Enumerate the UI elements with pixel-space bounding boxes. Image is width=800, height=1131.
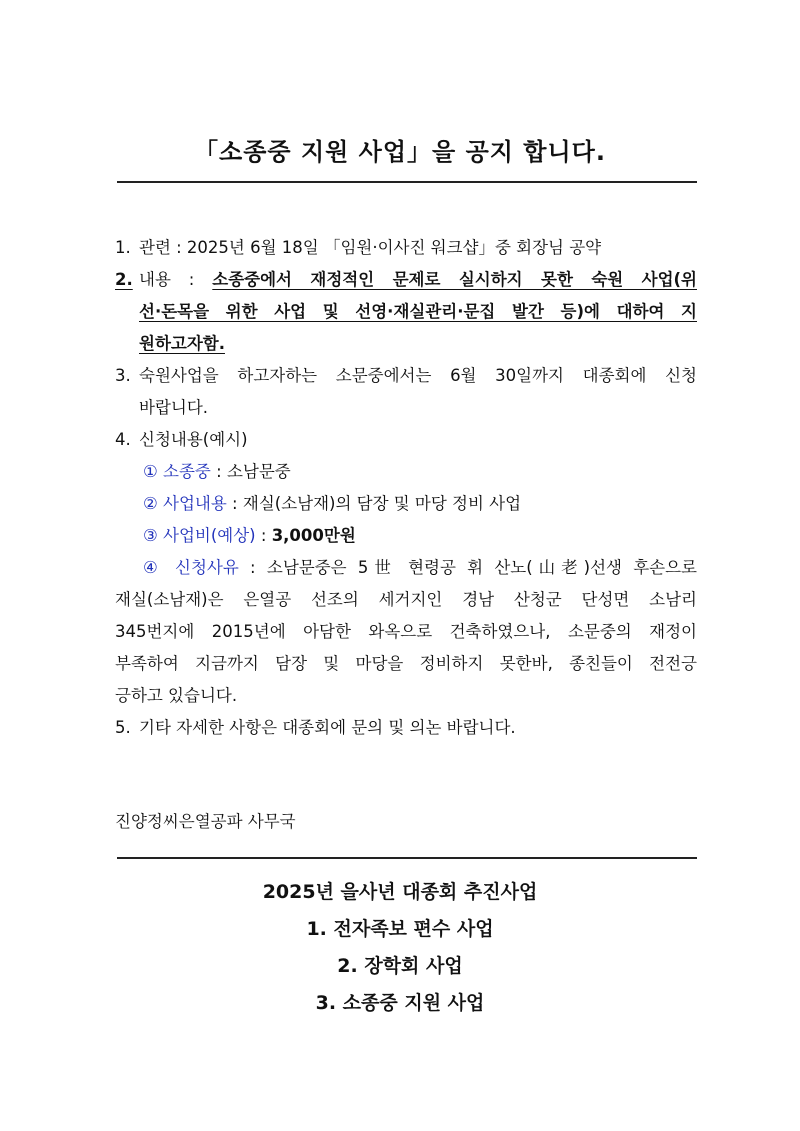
example-value: 소남문중은 5世 현령공 휘 산노(山老)선생 후손으로 xyxy=(266,558,697,577)
page-title: 「소종중 지원 사업」을 공지 합니다. xyxy=(194,138,606,166)
reason-line-2: 345번지에 2015년에 아담한 와옥으로 건축하였으나, 소문중의 재정이 xyxy=(115,622,697,641)
reason-line-3: 부족하여 지금까지 담장 및 마당을 정비하지 못한바, 종친들이 전전긍 xyxy=(115,654,697,673)
item-text: 기타 자세한 사항은 대종회에 문의 및 의논 바랍니다. xyxy=(139,718,516,737)
notice-body xyxy=(115,232,697,744)
office-signature: 진양정씨은열공파 사무국 xyxy=(115,812,296,831)
project-item: 3. 소종중 지원 사업 xyxy=(315,992,485,1014)
list-item-3 xyxy=(115,360,697,424)
example-row-3 xyxy=(115,520,697,552)
list-item-5 xyxy=(115,712,697,744)
projects-heading: 2025년 을사년 대종회 추진사업 xyxy=(262,881,538,903)
item-text-line-1: 소종중에서 재정적인 문제로 실시하지 못한 숙원 사업(위 xyxy=(212,270,697,289)
item-text-line-1: 숙원사업을 하고자하는 소문중에서는 6월 30일까지 대종회에 신청 xyxy=(139,366,697,385)
item-number: 1. xyxy=(115,238,131,257)
example-separator: : xyxy=(255,526,272,545)
item-text-line-2: 선·돈목을 위한 사업 및 선영·재실관리·문집 발간 등)에 대하여 지 xyxy=(139,302,697,321)
item-text: 관련 : 2025년 6월 18일 「임원·이사진 워크샵」중 회장님 공약 xyxy=(139,238,602,257)
reason-line-1: 재실(소남재)은 은열공 선조의 세거지인 경남 산청군 단성면 소남리 xyxy=(115,590,697,609)
example-separator: : xyxy=(210,462,227,481)
item-number: 3. xyxy=(115,366,131,385)
item-text-line-3: 원하고자함. xyxy=(139,334,225,353)
example-marker: ② xyxy=(143,494,158,513)
project-item: 2. 장학회 사업 xyxy=(337,955,463,977)
example-label: 사업내용 xyxy=(163,494,227,513)
projects-section xyxy=(0,874,800,1022)
item-label: 내용 : xyxy=(139,270,213,289)
example-separator: : xyxy=(238,558,267,577)
reason-line-4: 긍하고 있습니다. xyxy=(115,686,238,705)
example-label: 신청사유 xyxy=(175,558,239,577)
divider-top xyxy=(117,181,697,183)
item-number: 5. xyxy=(115,718,131,737)
example-marker: ③ xyxy=(143,526,158,545)
example-row-1 xyxy=(115,456,697,488)
example-marker: ④ xyxy=(143,558,164,577)
example-label: 사업비(예상) xyxy=(163,526,256,545)
example-value: 소남문중 xyxy=(226,462,291,481)
item-text-line-2: 바랍니다. xyxy=(139,398,209,417)
divider-bottom xyxy=(117,857,697,859)
example-row-4 xyxy=(115,552,697,584)
example-label: 소종중 xyxy=(163,462,211,481)
example-row-2 xyxy=(115,488,697,520)
example-value: 재실(소남재)의 담장 및 마당 정비 사업 xyxy=(242,494,522,513)
example-marker: ① xyxy=(143,462,158,481)
project-item: 1. 전자족보 편수 사업 xyxy=(306,918,494,940)
example-separator: : xyxy=(226,494,243,513)
item-number: 2. xyxy=(115,270,133,289)
item-text: 신청내용(예시) xyxy=(139,430,248,449)
list-item-4 xyxy=(115,424,697,456)
list-item-2 xyxy=(115,264,697,360)
example-value: 3,000만원 xyxy=(271,526,356,545)
list-item-1 xyxy=(115,232,697,264)
item-number: 4. xyxy=(115,430,131,449)
